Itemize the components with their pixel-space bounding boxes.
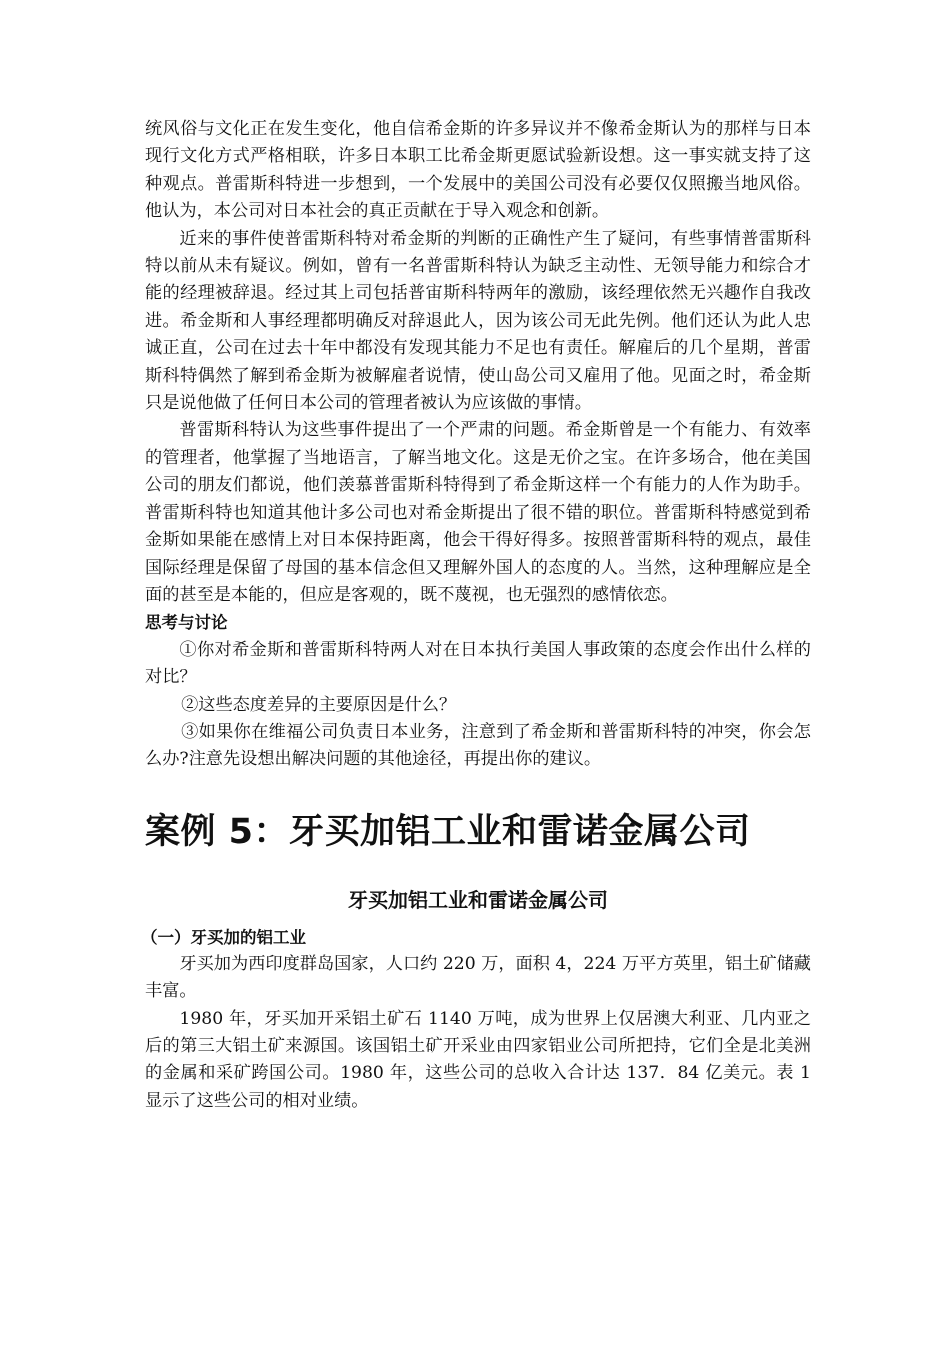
discussion-question: ②这些态度差异的主要原因是什么？: [181, 694, 457, 715]
case-subtitle: 牙买加铝工业和雷诺金属公司: [348, 887, 608, 912]
body-paragraph: 近来的事件使普雷斯科特对希金斯的判断的正确性产生了疑问，有些事情普雷斯科特以前从未有疑议。例如，曾有一名普雷斯科特认为缺乏主动性、无领导能力和综合才能的经理被辞退。经过其上司包括普宙斯科特两年的激励，该经理依然无兴趣作自我改进。希金斯和人事经理都明确反对辞退此人，因为该公司无此先例。他们还认为此人忠诚正直，公司在过去十年中都没有发现其能力不足也有责任。解雇后的几个星期，普雷斯科特偶然了解到希金斯为被解雇者说情，使山岛公司又雇用了他。见面之时，希金斯只是说他做了任何日本公司的管理者被认为应该做的事情。: [145, 228, 811, 414]
section-heading: （一）牙买加的铝工业: [141, 927, 306, 947]
case-title: 案例 5：牙买加铝工业和雷诺金属公司: [145, 811, 751, 852]
body-paragraph: 普雷斯科特认为这些事件提出了一个严肃的问题。希金斯曾是一个有能力、有效率的管理者，他掌握了当地语言，了解当地文化。这是无价之宝。在许多场合，他在美国公司的朋友们都说，他们羡慕普雷斯科特得到了希金斯这样一个有能力的人作为助手。普雷斯科特也知道其他计多公司也对希金斯提出了很不错的职位。普雷斯科特感觉到希金斯如果能在感情上对日本保持距离，他会干得好得多。按照普雷斯科特的观点，最佳国际经理是保留了母国的基本信念但又理解外国人的态度的人。当然，这种理解应是全面的甚至是本能的，但应是客观的，既不蔑视，也无强烈的感情依恋。: [145, 420, 811, 605]
body-paragraph: 1980 年，牙买加开采铝土矿石 1140 万吨，成为世界上仅居澳大利亚、几内亚之后的第三大铝土矿来源国。该国铝土矿开采业由四家铝业公司所把持，它们全是北美洲的金属和采矿跨国公司。1980 年，这些公司的总收入合计达 137．84 亿美元。表 1 显示了这些公司的相对业绩。: [145, 1008, 811, 1111]
discussion-question: ①你对希金斯和普雷斯科特两人对在日本执行美国人事政策的态度会作出什么样的对比？: [145, 639, 811, 688]
page-content: [141, 116, 811, 1115]
discussion-question: ③如果你在维福公司负责日本业务，注意到了希金斯和普雷斯科特的冲突，你会怎么办?注意先设想出解决问题的其他途径，再提出你的建议。: [145, 721, 811, 770]
body-paragraph: 统风俗与文化正在发生变化，他自信希金斯的许多异议并不像希金斯认为的那样与日本现行文化方式严格相联，许多日本职工比希金斯更愿试验新设想。这一事实就支持了这种观点。普雷斯科特进一步想到，一个发展中的美国公司没有必要仅仅照搬当地风俗。他认为，本公司对日本社会的真正贡献在于导入观念和创新。: [145, 119, 811, 222]
body-paragraph: 牙买加为西印度群岛国家，人口约 220 万，面积 4，224 万平方英里，铝土矿储藏丰富。: [145, 953, 811, 1002]
discussion-heading: 思考与讨论: [145, 613, 228, 633]
